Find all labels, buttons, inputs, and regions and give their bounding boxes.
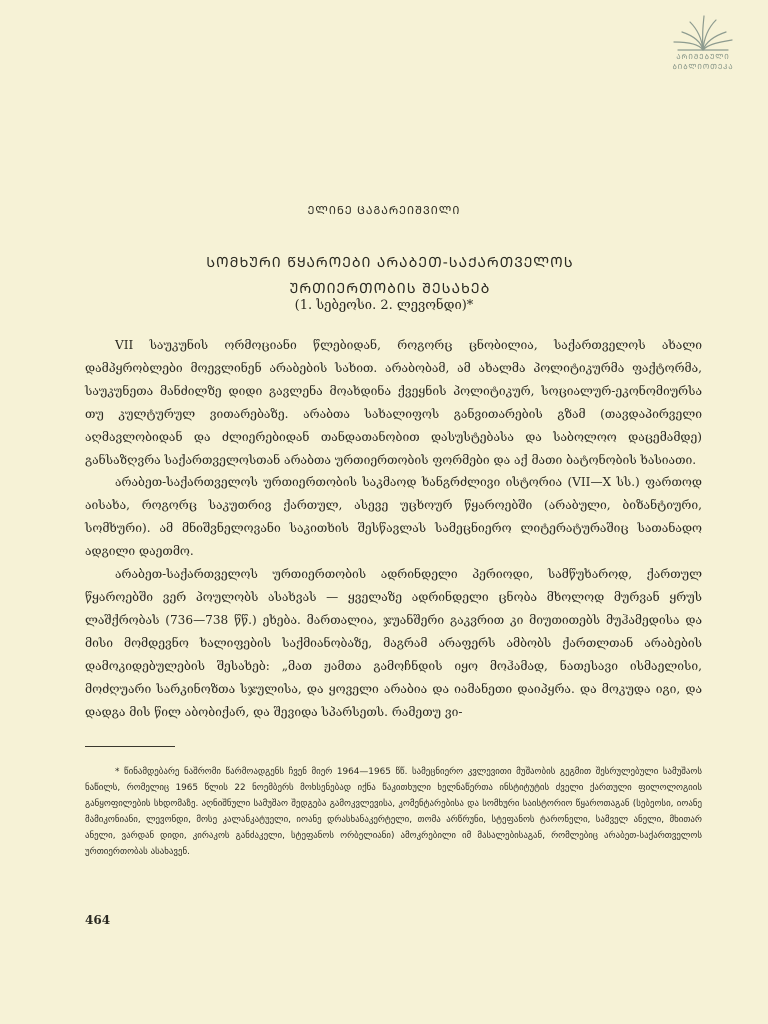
article-body bbox=[85, 334, 702, 723]
stamp-line-2: ᲑᲘᲑᲚᲘᲝᲗᲔᲙᲐ bbox=[672, 63, 734, 71]
title-line-1: ᲡᲝᲛᲮᲣᲠᲘ ᲬᲧᲐᲠᲝᲔᲑᲘ ᲐᲠᲐᲑᲔᲗ-ᲡᲐᲥᲐᲠᲗᲕᲔᲚᲝᲡ bbox=[206, 255, 574, 271]
page-number: 464 bbox=[85, 913, 111, 927]
paragraph: არაბეთ-საქართველოს ურთიერთობის ადრინდელი პერიოდი, სამწუხაროდ, ქართულ წყაროებში ვერ პოულობს ასახვას — ყველაზე ადრინდელი ცნობა მხოლოდ მურვან ყრუს ლაშქრობას (736—738 წწ.) ეხება. მართალია, ჯუანშერი გაკვრით კი მიუთითებს მუჰამედისა და მისი მომდევნო ხალიფების საქმიანობაზე, მაგრამ არაფერს ამბობს ქართლთან არაბების დამოკიდებულების შესახებ: „მათ ჟამთა გამოჩნდის იყო მოჰამად, ნათესავი ისმაელისი, მოძღუარი სარკინოზთა სჯულისა, და ყოველი არაბია და იამანეთი დაიპყრა. და მოკუდა იგი, და დადგა მის წილ აბობიქარ, და შევიდა სპარსეთს. რამეთუ ვი- bbox=[85, 567, 702, 719]
title-line-2: ᲣᲠᲗᲘᲔᲠᲗᲝᲑᲘᲡ ᲨᲔᲡᲐᲮᲔᲑ bbox=[289, 281, 491, 297]
paragraph: VII საუკუნის ორმოციანი წლებიდან, როგორც ცნობილია, საქართველოს ახალი დამპყრობლები მოევლინენ არაბების სახით. არაბობამ, ამ ახალმა პოლიტიკურმა ფაქტორმა, საუკუნეთა მანძილზე დიდი გავლენა მოახდინა ქვეყნის პოლიტიკურ, სოციალურ-ეკონომიურსა თუ კულტურულ ვითარებაზე. არაბთა სახალიფოს განვითარების გზამ (თავდაპირველი აღმავლობიდან და ძლიერებიდან თანდათანობით დასუსტებასა და საბოლოო დაცემამდე) განსაზღვრა საქართველოსთან არაბთა ურთიერთობის ფორმები და აქ მათი ბატონობის ხასიათი. bbox=[85, 338, 702, 467]
author-name: ᲔᲚᲘᲜᲔ ᲪᲐᲒᲐᲠᲔᲘᲨᲕᲘᲚᲘ bbox=[307, 204, 461, 217]
article-subtitle: (1. სებეოსი. 2. ლევონდი)* bbox=[294, 298, 474, 313]
article-title bbox=[150, 250, 630, 302]
library-stamp bbox=[658, 14, 748, 72]
footnote bbox=[85, 764, 702, 861]
paragraph: არაბეთ-საქართველოს ურთიერთობის საკმაოდ ხანგრძლივი ისტორია (VII—X სს.) ფართოდ აისახა, როგორც საკუთრივ ქართულ, ასევე უცხოურ წყაროებში (არაბული, ბიზანტიური, სომხური). ამ მნიშვნელოვანი საკითხის შესწავლას სამეცნიერო ლიტერატურაშიც სათანადო ადგილი დაეთმო. bbox=[85, 475, 702, 559]
stamp-line-1: ᲐᲠᲘᲛᲔᲑᲣᲚᲘ bbox=[676, 53, 730, 61]
footnote-text: * წინამდებარე ნაშრომი წარმოადგენს ჩვენ მიერ 1964—1965 წწ. სამეცნიერო კვლევითი მუშაობის გეგმით შესრულებული სამუშაოს ნაწილს, რომელიც 1965 წლის 22 ნოემბერს მოხსენებად იქნა წაკითხული ხელნაწერთა ინსტიტუტის ძველი ქართული ფილოლოგიის განყოფილების სხდომაზე. აღნიშნული სამუშაო შედგება გამოკვლევისა, კომენტარებისა და სომხური საისტორიო წყაროთაგან (სებეოსი, იოანე მამიკონიანი, ლევონდი, მოსე კალანკატუელი, იოანე დრასხანაკერტელი, თომა არწრუნი, სტეფანოს ტარონელი, სამველ ანელი, მხითარ ანელი, ვარდან დიდი, კირაკოს განძაკელი, სტეფანოს ორბელიანი) ამოკრებილი იმ მასალებისაგან, რომლებიც არაბეთ-საქართველოს ურთიერთობას ასახავენ. bbox=[85, 767, 702, 858]
plant-sprout-icon bbox=[668, 14, 738, 52]
footnote-divider bbox=[85, 746, 175, 747]
